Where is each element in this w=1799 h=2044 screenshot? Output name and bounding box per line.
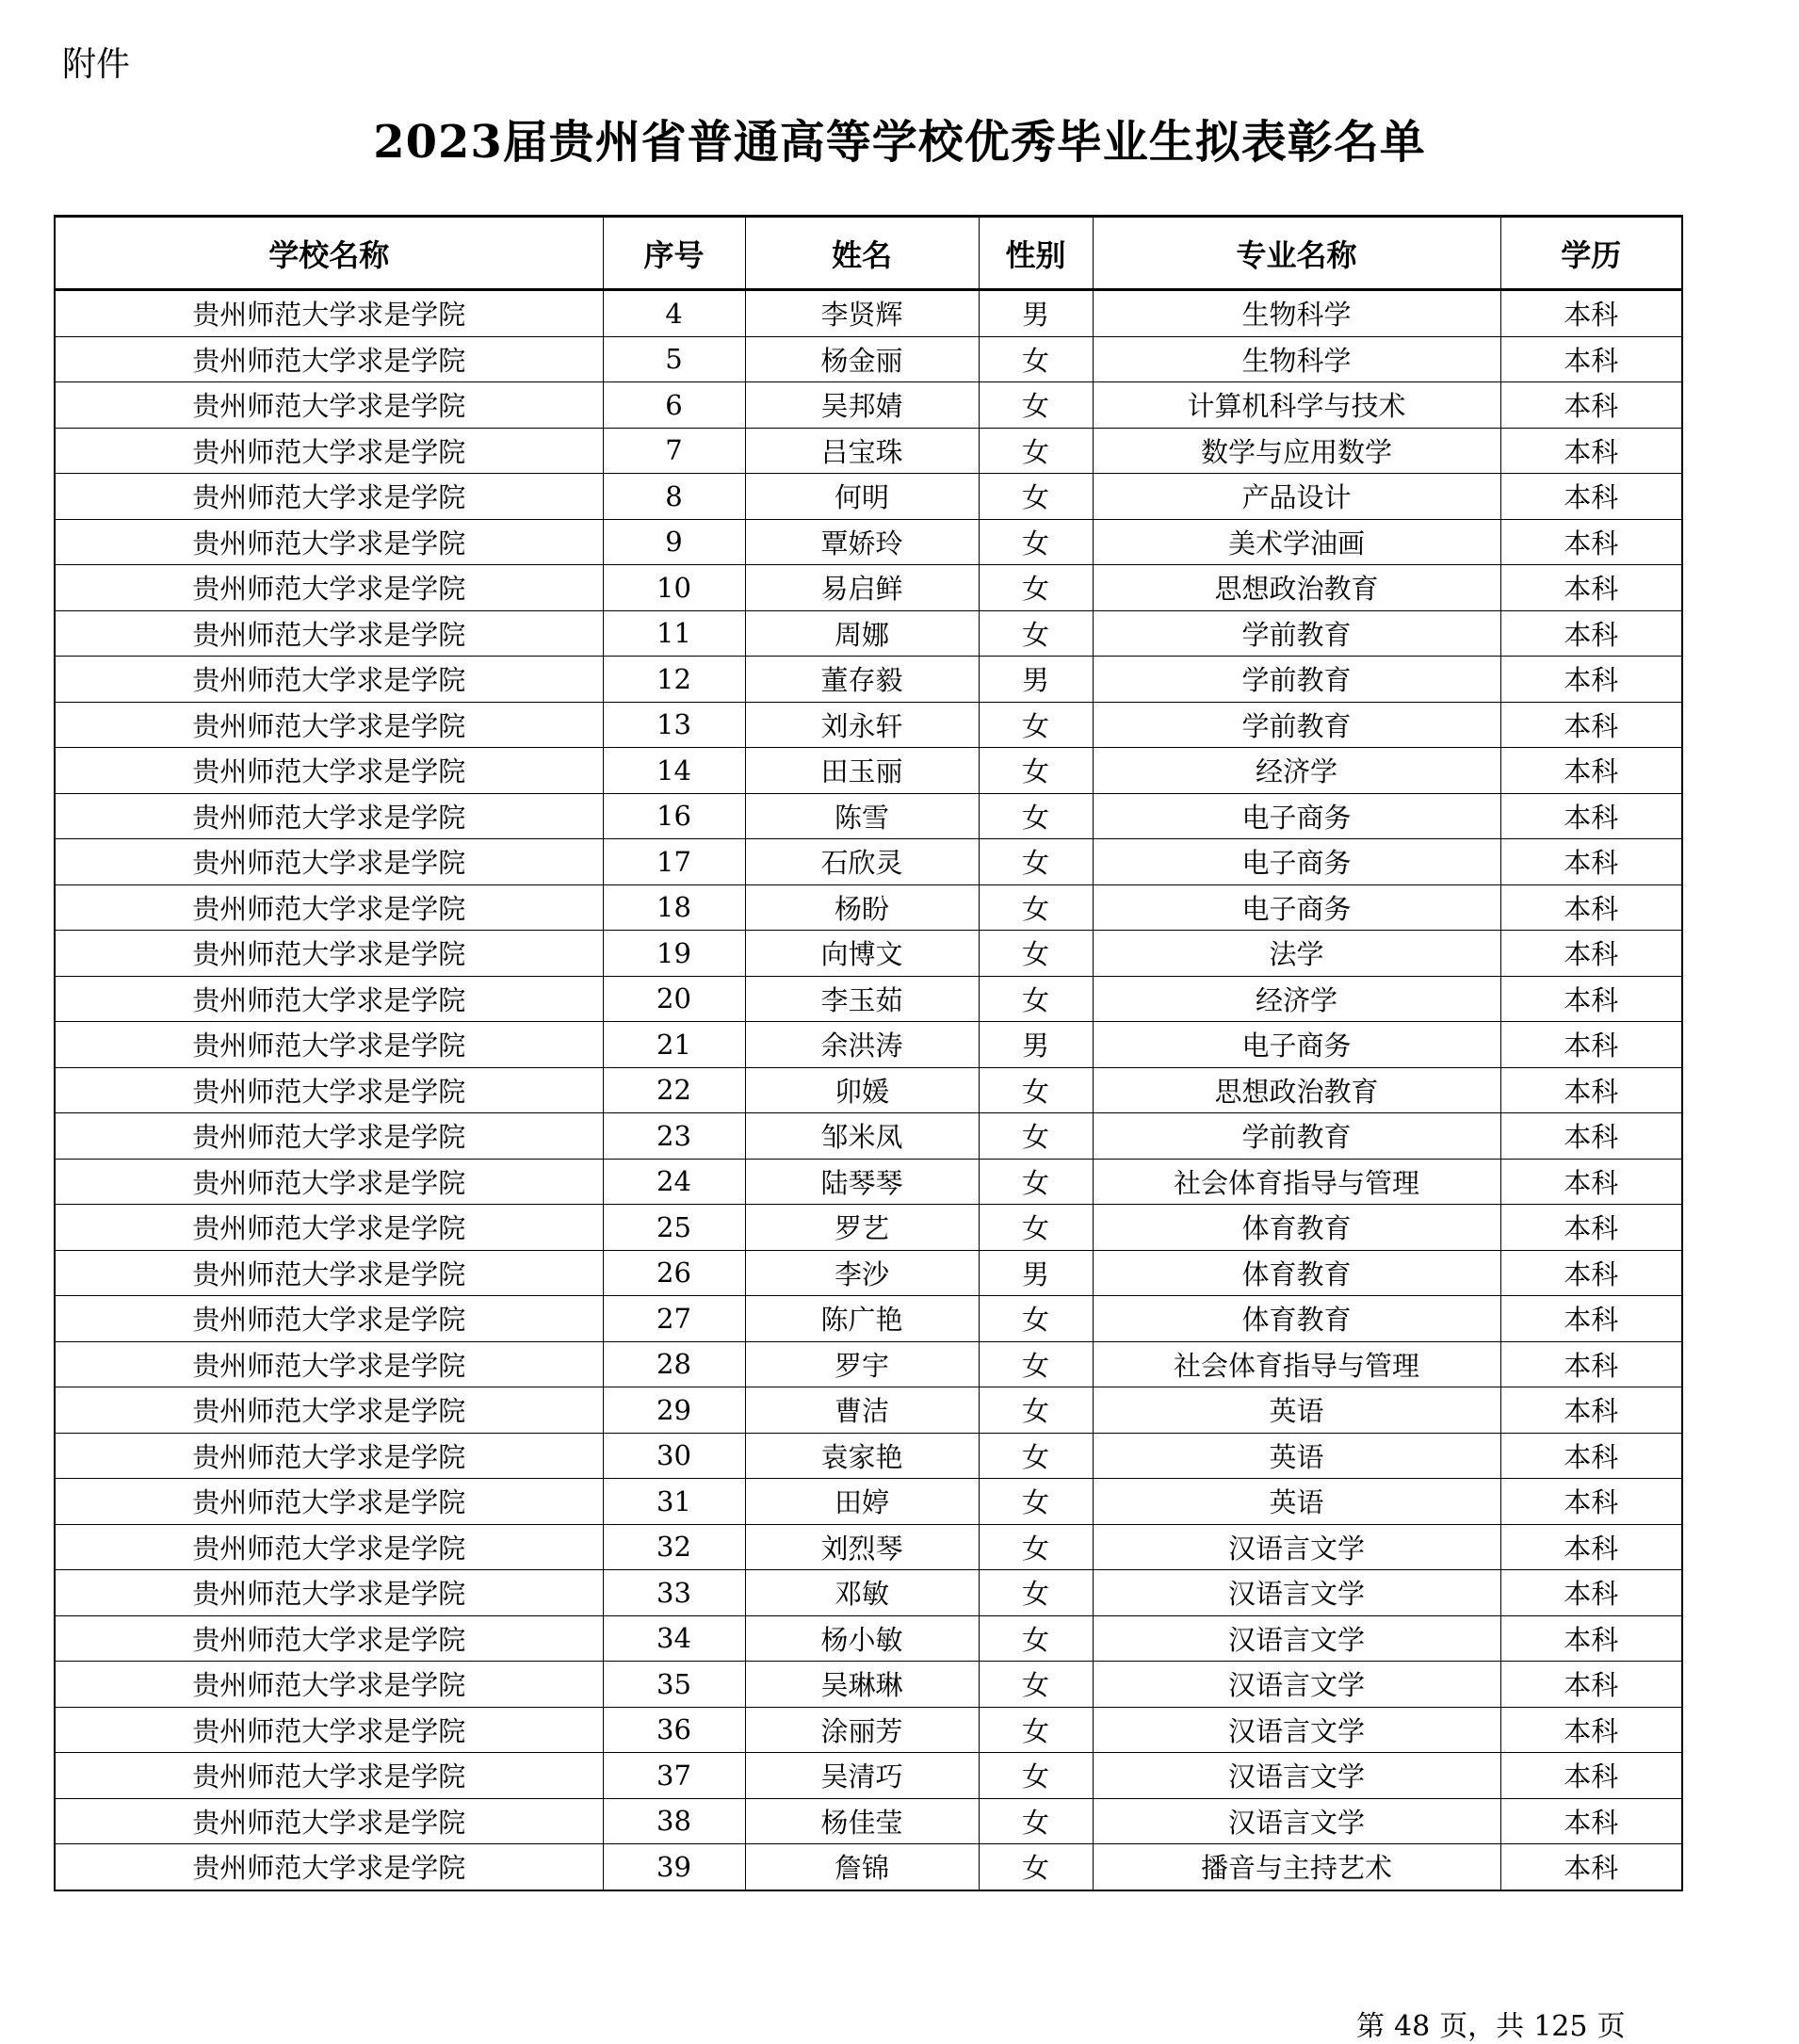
number-cell: 22 xyxy=(603,1067,745,1113)
table-row xyxy=(55,1159,1682,1205)
name-cell: 陈广艳 xyxy=(745,1296,979,1342)
name-cell: 易启鲜 xyxy=(745,565,979,611)
degree-cell: 本科 xyxy=(1500,1067,1682,1113)
table-row xyxy=(55,428,1682,474)
page-number-footer xyxy=(1356,2003,1625,2044)
number-cell: 16 xyxy=(603,793,745,839)
name-cell: 詹锦 xyxy=(745,1844,979,1890)
major-cell: 计算机科学与技术 xyxy=(1093,382,1500,429)
major-cell: 学前教育 xyxy=(1093,610,1500,657)
school-cell: 贵州师范大学求是学院 xyxy=(55,1615,603,1662)
school-cell: 贵州师范大学求是学院 xyxy=(55,1159,603,1205)
gender-cell: 女 xyxy=(979,1479,1093,1525)
gender-cell: 女 xyxy=(979,884,1093,931)
school-cell: 贵州师范大学求是学院 xyxy=(55,519,603,565)
name-cell: 吴琳琳 xyxy=(745,1662,979,1708)
school-cell: 贵州师范大学求是学院 xyxy=(55,884,603,931)
major-cell: 学前教育 xyxy=(1093,657,1500,703)
degree-cell: 本科 xyxy=(1500,657,1682,703)
column-header-major: 专业名称 xyxy=(1093,217,1500,290)
table-row xyxy=(55,1570,1682,1616)
school-cell: 贵州师范大学求是学院 xyxy=(55,1205,603,1251)
degree-cell: 本科 xyxy=(1500,336,1682,382)
table-row xyxy=(55,1844,1682,1890)
table-row xyxy=(55,1662,1682,1708)
table-row xyxy=(55,1250,1682,1296)
number-cell: 30 xyxy=(603,1433,745,1479)
degree-cell: 本科 xyxy=(1500,1707,1682,1753)
number-cell: 31 xyxy=(603,1479,745,1525)
degree-cell: 本科 xyxy=(1500,748,1682,794)
name-cell: 卯媛 xyxy=(745,1067,979,1113)
table-row xyxy=(55,1707,1682,1753)
table-row xyxy=(55,884,1682,931)
number-cell: 39 xyxy=(603,1844,745,1890)
gender-cell: 女 xyxy=(979,382,1093,429)
name-cell: 邹米凤 xyxy=(745,1113,979,1160)
number-cell: 18 xyxy=(603,884,745,931)
degree-cell: 本科 xyxy=(1500,702,1682,748)
gender-cell: 女 xyxy=(979,1844,1093,1890)
major-cell: 汉语言文学 xyxy=(1093,1615,1500,1662)
major-cell: 电子商务 xyxy=(1093,1022,1500,1068)
degree-cell: 本科 xyxy=(1500,1753,1682,1799)
school-cell: 贵州师范大学求是学院 xyxy=(55,1067,603,1113)
degree-cell: 本科 xyxy=(1500,1341,1682,1387)
table-row xyxy=(55,382,1682,429)
number-cell: 32 xyxy=(603,1524,745,1570)
school-cell: 贵州师范大学求是学院 xyxy=(55,976,603,1022)
degree-cell: 本科 xyxy=(1500,884,1682,931)
major-cell: 生物科学 xyxy=(1093,290,1500,337)
table-row xyxy=(55,1067,1682,1113)
name-cell: 李贤辉 xyxy=(745,290,979,337)
table-row xyxy=(55,1433,1682,1479)
degree-cell: 本科 xyxy=(1500,474,1682,520)
gender-cell: 女 xyxy=(979,1615,1093,1662)
honoree-table xyxy=(54,215,1683,1891)
name-cell: 邓敏 xyxy=(745,1570,979,1616)
school-cell: 贵州师范大学求是学院 xyxy=(55,793,603,839)
degree-cell: 本科 xyxy=(1500,1433,1682,1479)
degree-cell: 本科 xyxy=(1500,428,1682,474)
degree-cell: 本科 xyxy=(1500,290,1682,337)
name-cell: 杨佳莹 xyxy=(745,1798,979,1844)
major-cell: 汉语言文学 xyxy=(1093,1798,1500,1844)
degree-cell: 本科 xyxy=(1500,1662,1682,1708)
major-cell: 学前教育 xyxy=(1093,702,1500,748)
gender-cell: 女 xyxy=(979,1159,1093,1205)
degree-cell: 本科 xyxy=(1500,976,1682,1022)
gender-cell: 女 xyxy=(979,428,1093,474)
table-row xyxy=(55,519,1682,565)
table-row xyxy=(55,1387,1682,1434)
name-cell: 田玉丽 xyxy=(745,748,979,794)
table-row xyxy=(55,1524,1682,1570)
name-cell: 杨小敏 xyxy=(745,1615,979,1662)
table-row xyxy=(55,931,1682,977)
number-cell: 11 xyxy=(603,610,745,657)
gender-cell: 女 xyxy=(979,1296,1093,1342)
gender-cell: 女 xyxy=(979,565,1093,611)
table-row xyxy=(55,1296,1682,1342)
gender-cell: 男 xyxy=(979,657,1093,703)
number-cell: 35 xyxy=(603,1662,745,1708)
major-cell: 英语 xyxy=(1093,1387,1500,1434)
table-row xyxy=(55,702,1682,748)
table-row xyxy=(55,565,1682,611)
number-cell: 6 xyxy=(603,382,745,429)
table-row xyxy=(55,793,1682,839)
school-cell: 贵州师范大学求是学院 xyxy=(55,1296,603,1342)
major-cell: 学前教育 xyxy=(1093,1113,1500,1160)
gender-cell: 女 xyxy=(979,610,1093,657)
number-cell: 8 xyxy=(603,474,745,520)
table-row xyxy=(55,1798,1682,1844)
number-cell: 4 xyxy=(603,290,745,337)
number-cell: 17 xyxy=(603,839,745,885)
gender-cell: 女 xyxy=(979,702,1093,748)
number-cell: 14 xyxy=(603,748,745,794)
page-suffix: 页 xyxy=(1596,2010,1626,2043)
school-cell: 贵州师范大学求是学院 xyxy=(55,565,603,611)
name-cell: 余洪涛 xyxy=(745,1022,979,1068)
number-cell: 13 xyxy=(603,702,745,748)
school-cell: 贵州师范大学求是学院 xyxy=(55,1433,603,1479)
school-cell: 贵州师范大学求是学院 xyxy=(55,1753,603,1799)
number-cell: 26 xyxy=(603,1250,745,1296)
gender-cell: 女 xyxy=(979,1798,1093,1844)
degree-cell: 本科 xyxy=(1500,1250,1682,1296)
number-cell: 24 xyxy=(603,1159,745,1205)
number-cell: 34 xyxy=(603,1615,745,1662)
degree-cell: 本科 xyxy=(1500,1570,1682,1616)
gender-cell: 女 xyxy=(979,793,1093,839)
table-row xyxy=(55,1022,1682,1068)
name-cell: 袁家艳 xyxy=(745,1433,979,1479)
gender-cell: 女 xyxy=(979,839,1093,885)
major-cell: 社会体育指导与管理 xyxy=(1093,1159,1500,1205)
number-cell: 36 xyxy=(603,1707,745,1753)
name-cell: 向博文 xyxy=(745,931,979,977)
gender-cell: 女 xyxy=(979,1113,1093,1160)
name-cell: 吴清巧 xyxy=(745,1753,979,1799)
degree-cell: 本科 xyxy=(1500,565,1682,611)
gender-cell: 女 xyxy=(979,976,1093,1022)
major-cell: 英语 xyxy=(1093,1479,1500,1525)
name-cell: 曹洁 xyxy=(745,1387,979,1434)
name-cell: 吴邦婧 xyxy=(745,382,979,429)
degree-cell: 本科 xyxy=(1500,1296,1682,1342)
number-cell: 5 xyxy=(603,336,745,382)
table-row xyxy=(55,290,1682,337)
table-row xyxy=(55,1113,1682,1160)
school-cell: 贵州师范大学求是学院 xyxy=(55,610,603,657)
gender-cell: 女 xyxy=(979,1570,1093,1616)
name-cell: 石欣灵 xyxy=(745,839,979,885)
column-header-school: 学校名称 xyxy=(55,217,603,290)
school-cell: 贵州师范大学求是学院 xyxy=(55,474,603,520)
major-cell: 汉语言文学 xyxy=(1093,1570,1500,1616)
name-cell: 何明 xyxy=(745,474,979,520)
gender-cell: 女 xyxy=(979,336,1093,382)
name-cell: 田婷 xyxy=(745,1479,979,1525)
gender-cell: 女 xyxy=(979,1753,1093,1799)
degree-cell: 本科 xyxy=(1500,382,1682,429)
number-cell: 20 xyxy=(603,976,745,1022)
name-cell: 杨金丽 xyxy=(745,336,979,382)
gender-cell: 女 xyxy=(979,1524,1093,1570)
major-cell: 英语 xyxy=(1093,1433,1500,1479)
name-cell: 杨盼 xyxy=(745,884,979,931)
number-cell: 27 xyxy=(603,1296,745,1342)
name-cell: 涂丽芳 xyxy=(745,1707,979,1753)
major-cell: 播音与主持艺术 xyxy=(1093,1844,1500,1890)
major-cell: 产品设计 xyxy=(1093,474,1500,520)
gender-cell: 女 xyxy=(979,748,1093,794)
degree-cell: 本科 xyxy=(1500,610,1682,657)
school-cell: 贵州师范大学求是学院 xyxy=(55,336,603,382)
table-row xyxy=(55,1341,1682,1387)
school-cell: 贵州师范大学求是学院 xyxy=(55,1479,603,1525)
major-cell: 汉语言文学 xyxy=(1093,1662,1500,1708)
school-cell: 贵州师范大学求是学院 xyxy=(55,1844,603,1890)
major-cell: 电子商务 xyxy=(1093,793,1500,839)
major-cell: 美术学油画 xyxy=(1093,519,1500,565)
number-cell: 28 xyxy=(603,1341,745,1387)
major-cell: 思想政治教育 xyxy=(1093,565,1500,611)
major-cell: 体育教育 xyxy=(1093,1205,1500,1251)
page-mid: 页，共 xyxy=(1439,2010,1525,2043)
degree-cell: 本科 xyxy=(1500,519,1682,565)
gender-cell: 女 xyxy=(979,1662,1093,1708)
gender-cell: 女 xyxy=(979,1433,1093,1479)
number-cell: 29 xyxy=(603,1387,745,1434)
number-cell: 37 xyxy=(603,1753,745,1799)
table-body xyxy=(55,290,1682,1890)
table-header-row xyxy=(55,217,1682,290)
major-cell: 电子商务 xyxy=(1093,839,1500,885)
gender-cell: 女 xyxy=(979,519,1093,565)
current-page-number: 48 xyxy=(1394,2010,1431,2043)
degree-cell: 本科 xyxy=(1500,1479,1682,1525)
gender-cell: 女 xyxy=(979,1707,1093,1753)
school-cell: 贵州师范大学求是学院 xyxy=(55,1662,603,1708)
school-cell: 贵州师范大学求是学院 xyxy=(55,1570,603,1616)
major-cell: 法学 xyxy=(1093,931,1500,977)
school-cell: 贵州师范大学求是学院 xyxy=(55,1798,603,1844)
column-header-number: 序号 xyxy=(603,217,745,290)
number-cell: 19 xyxy=(603,931,745,977)
document-title: 2023届贵州省普通高等学校优秀毕业生拟表彰名单 xyxy=(373,116,1426,169)
degree-cell: 本科 xyxy=(1500,1022,1682,1068)
table-row xyxy=(55,976,1682,1022)
number-cell: 23 xyxy=(603,1113,745,1160)
major-cell: 电子商务 xyxy=(1093,884,1500,931)
major-cell: 生物科学 xyxy=(1093,336,1500,382)
gender-cell: 女 xyxy=(979,1387,1093,1434)
name-cell: 董存毅 xyxy=(745,657,979,703)
name-cell: 李玉茹 xyxy=(745,976,979,1022)
number-cell: 38 xyxy=(603,1798,745,1844)
column-header-degree: 学历 xyxy=(1500,217,1682,290)
name-cell: 罗宇 xyxy=(745,1341,979,1387)
column-header-name: 姓名 xyxy=(745,217,979,290)
name-cell: 陆琴琴 xyxy=(745,1159,979,1205)
major-cell: 经济学 xyxy=(1093,976,1500,1022)
degree-cell: 本科 xyxy=(1500,1205,1682,1251)
table-row xyxy=(55,1615,1682,1662)
gender-cell: 女 xyxy=(979,1067,1093,1113)
school-cell: 贵州师范大学求是学院 xyxy=(55,1524,603,1570)
attachment-label: 附件 xyxy=(62,45,131,84)
degree-cell: 本科 xyxy=(1500,839,1682,885)
degree-cell: 本科 xyxy=(1500,1387,1682,1434)
degree-cell: 本科 xyxy=(1500,931,1682,977)
major-cell: 汉语言文学 xyxy=(1093,1524,1500,1570)
school-cell: 贵州师范大学求是学院 xyxy=(55,1387,603,1434)
table-row xyxy=(55,336,1682,382)
total-pages: 125 xyxy=(1533,2010,1588,2043)
gender-cell: 女 xyxy=(979,1205,1093,1251)
table-row xyxy=(55,474,1682,520)
table-row xyxy=(55,839,1682,885)
major-cell: 社会体育指导与管理 xyxy=(1093,1341,1500,1387)
gender-cell: 女 xyxy=(979,474,1093,520)
degree-cell: 本科 xyxy=(1500,1113,1682,1160)
school-cell: 贵州师范大学求是学院 xyxy=(55,1022,603,1068)
school-cell: 贵州师范大学求是学院 xyxy=(55,839,603,885)
major-cell: 数学与应用数学 xyxy=(1093,428,1500,474)
number-cell: 7 xyxy=(603,428,745,474)
table-row xyxy=(55,1753,1682,1799)
school-cell: 贵州师范大学求是学院 xyxy=(55,657,603,703)
number-cell: 9 xyxy=(603,519,745,565)
school-cell: 贵州师范大学求是学院 xyxy=(55,1113,603,1160)
table-row xyxy=(55,657,1682,703)
number-cell: 25 xyxy=(603,1205,745,1251)
school-cell: 贵州师范大学求是学院 xyxy=(55,748,603,794)
school-cell: 贵州师范大学求是学院 xyxy=(55,1707,603,1753)
number-cell: 10 xyxy=(603,565,745,611)
name-cell: 陈雪 xyxy=(745,793,979,839)
major-cell: 汉语言文学 xyxy=(1093,1707,1500,1753)
name-cell: 李沙 xyxy=(745,1250,979,1296)
degree-cell: 本科 xyxy=(1500,1159,1682,1205)
table-row xyxy=(55,1479,1682,1525)
name-cell: 刘永轩 xyxy=(745,702,979,748)
school-cell: 贵州师范大学求是学院 xyxy=(55,1250,603,1296)
major-cell: 汉语言文学 xyxy=(1093,1753,1500,1799)
page-prefix: 第 xyxy=(1356,2010,1385,2043)
degree-cell: 本科 xyxy=(1500,1844,1682,1890)
number-cell: 33 xyxy=(603,1570,745,1616)
school-cell: 贵州师范大学求是学院 xyxy=(55,931,603,977)
major-cell: 经济学 xyxy=(1093,748,1500,794)
major-cell: 体育教育 xyxy=(1093,1250,1500,1296)
degree-cell: 本科 xyxy=(1500,793,1682,839)
name-cell: 刘烈琴 xyxy=(745,1524,979,1570)
degree-cell: 本科 xyxy=(1500,1615,1682,1662)
major-cell: 思想政治教育 xyxy=(1093,1067,1500,1113)
table-row xyxy=(55,1205,1682,1251)
gender-cell: 男 xyxy=(979,290,1093,337)
degree-cell: 本科 xyxy=(1500,1798,1682,1844)
gender-cell: 男 xyxy=(979,1022,1093,1068)
school-cell: 贵州师范大学求是学院 xyxy=(55,428,603,474)
number-cell: 12 xyxy=(603,657,745,703)
number-cell: 21 xyxy=(603,1022,745,1068)
major-cell: 体育教育 xyxy=(1093,1296,1500,1342)
table-row xyxy=(55,610,1682,657)
gender-cell: 女 xyxy=(979,1341,1093,1387)
school-cell: 贵州师范大学求是学院 xyxy=(55,702,603,748)
school-cell: 贵州师范大学求是学院 xyxy=(55,1341,603,1387)
name-cell: 罗艺 xyxy=(745,1205,979,1251)
gender-cell: 男 xyxy=(979,1250,1093,1296)
degree-cell: 本科 xyxy=(1500,1524,1682,1570)
school-cell: 贵州师范大学求是学院 xyxy=(55,290,603,337)
name-cell: 吕宝珠 xyxy=(745,428,979,474)
column-header-gender: 性别 xyxy=(979,217,1093,290)
name-cell: 覃娇玲 xyxy=(745,519,979,565)
name-cell: 周娜 xyxy=(745,610,979,657)
gender-cell: 女 xyxy=(979,931,1093,977)
table-row xyxy=(55,748,1682,794)
school-cell: 贵州师范大学求是学院 xyxy=(55,382,603,429)
